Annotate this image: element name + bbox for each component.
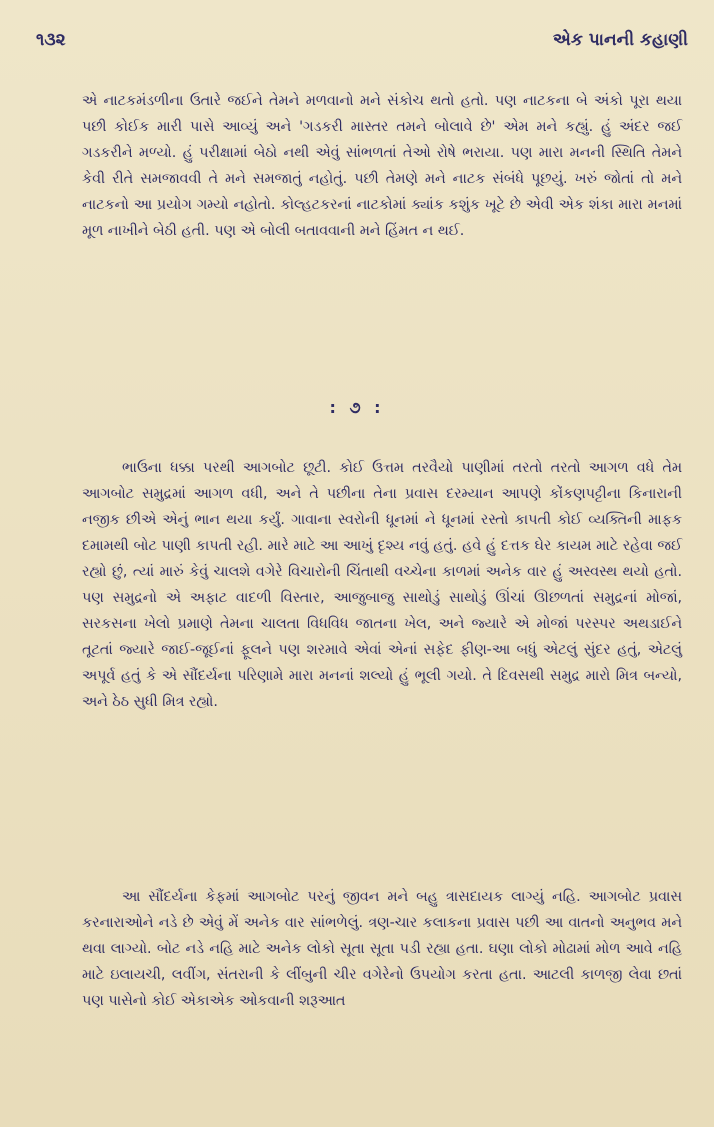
running-title: એક પાનની કહાણી bbox=[552, 30, 688, 50]
paragraph-text: આ સૌંદર્યના કેફમાં આગબોટ પરનું જીવન મને બહુ ત્રાસદાયક લાગ્યું નહિ. આગબોટ પ્રવાસ કરનારાઓને નડે છે એવું મેં અનેક વાર સાંભળેલું. ત્રણ-ચાર કલાકના પ્રવાસ પછી આ વાતનો અનુભવ મને થવા લાગ્યો. બોટ નડે નહિ માટે અનેક લોકો સૂતા સૂતા પડી રહ્યા હતા. ઘણા લોકો મોઢામાં મોળ આવે નહિ માટે ઇલાયચી, લવીંગ, સંતરાની કે લીંબુની ચીર વગેરેનો ઉપયોગ કરતા હતા. આટલી કાળજી લેવા છતાં પણ પાસેનો કોઈ એકાએક ઓકવાની શરૂઆત bbox=[82, 889, 682, 1009]
page-number: ૧૩૨ bbox=[36, 30, 66, 50]
paragraph-text: ભાઉના ધક્કા પરથી આગબોટ છૂટી. કોઈ ઉત્તમ તરવૈયો પાણીમાં તરતો તરતો આગળ વધે તેમ આગબોટ સમુદ્રમાં આગળ વધી, અને તે પછીના તેના પ્રવાસ દરમ્યાન આપણે કોંકણપટ્ટીના કિનારાની નજીક છીએ એનું ભાન થયા કર્યું. ગાવાના સ્વરોની ધૂનમાં ને ધૂનમાં રસ્તો કાપતી કોઈ વ્યક્તિની માફક દમામથી બોટ પાણી કાપતી રહી. મારે માટે આ આખું દૃશ્ય નવું હતું. હવે હું દત્તક ઘેર કાયમ માટે રહેવા જઈ રહ્યો છું, ત્યાં મારું કેવું ચાલશે વગેરે વિચારોની ચિંતાથી વચ્ચેના કાળમાં અનેક વાર હું અસ્વસ્થ થયો હતો. પણ સમુદ્રનો એ અફાટ વાદળી વિસ્તાર, આજુબાજુ સાથોડું સાથોડું ઊંચાં ઊછળતાં સમુદ્રનાં મોજાં, સરકસના ખેલો પ્રમાણે તેમના ચાલતા વિધવિધ જાતના ખેલ, અને જ્યારે એ મોજાં પરસ્પર અથડાઈને તૂટતાં જ્યારે જાઈ-જૂઈનાં ફૂલને પણ શરમાવે એવાં એનાં સફેદ ફીણ-આ બધું એટલું સુંદર હતું, એટલું અપૂર્વ હતું કે એ સૌંદર્યના પરિણામે મારા મનનાં શલ્યો હું ભૂલી ગયો. તે દિવસથી સમુદ્ર મારો મિત્ર બન્યો, અને ઠેઠ સુધી મિત્ર રહ્યો. bbox=[82, 460, 682, 710]
paragraph-1 bbox=[82, 88, 682, 244]
paragraph-2 bbox=[82, 455, 682, 715]
page-header bbox=[36, 30, 688, 60]
section-marker: : ૭ : bbox=[329, 398, 385, 417]
paragraph-3 bbox=[82, 884, 682, 1014]
paragraph-text: એ નાટકમંડળીના ઉતારે જઈને તેમને મળવાનો મને સંકોચ થતો હતો. પણ નાટકના બે અંકો પૂરા થયા પછી કોઈક મારી પાસે આવ્યું અને 'ગડકરી માસ્તર તમને બોલાવે છે' એમ મને કહ્યું. હું અંદર જઈ ગડકરીને મળ્યો. હું પરીક્ષામાં બેઠો નથી એવું સાંભળતાં તેઓ રોષે ભરાયા. પણ મારા મનની સ્થિતિ તેમને કેવી રીતે સમજાવવી તે મને સમજાતું નહોતું. પછી તેમણે મને નાટક સંબંધે પૂછયું. ખરું જોતાં તો મને નાટકનો આ પ્રયોગ ગમ્યો નહોતો. કોલ્હટકરનાં નાટકોમાં ક્યાંક કશુંક ખૂટે છે એવી એક શંકા મારા મનમાં મૂળ નાખીને બેઠી હતી. પણ એ બોલી બતાવવાની મને હિંમત ન થઈ. bbox=[82, 93, 682, 239]
